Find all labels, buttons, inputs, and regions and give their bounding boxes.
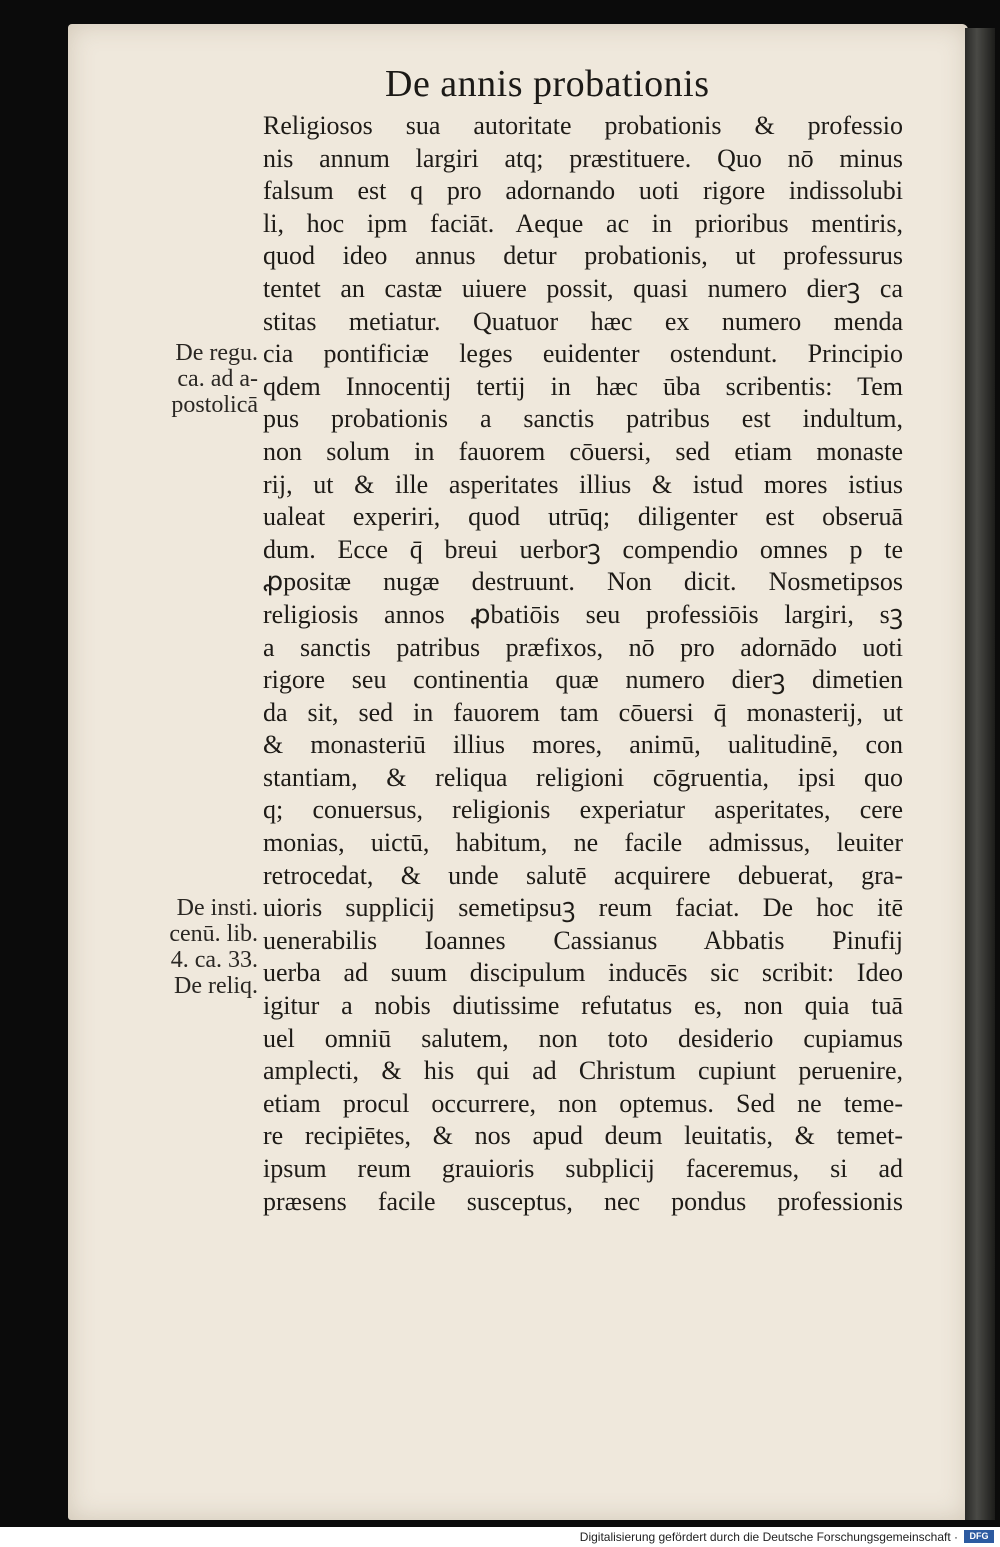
text-line: amplecti, & his qui ad Christum cupiunt peruenire, [263, 1056, 903, 1086]
text-line: tentet an castæ uiuere possit, quasi numero dierꝫ ca [263, 273, 903, 303]
margin-note-line: De reliq. [174, 973, 258, 999]
text-line: religiosis annos ꝓbatiōis seu professiōis largiri, sꝫ [263, 599, 903, 629]
text-line: qdem Innocentij tertij in hæc ūba scribentis: Tem [263, 371, 903, 401]
margin-note-line: cenū. lib. [169, 921, 258, 947]
margin-note-line: postolicā [171, 392, 258, 418]
margin-note-line: De regu. [175, 340, 258, 366]
footer-bar [0, 1527, 1000, 1547]
text-line: uel omniū salutem, non toto desiderio cupiamus [263, 1023, 903, 1053]
text-line: uioris supplicij semetipsuꝫ reum faciat. De hoc itē [263, 893, 903, 923]
margin-note-line: 4. ca. 33. [170, 947, 258, 973]
text-line: re recipiētes, & nos apud deum leuitatis, & temet- [263, 1121, 903, 1151]
text-line: Religiosos sua autoritate probationis & professio [263, 111, 903, 140]
dfg-logo: DFG [964, 1530, 994, 1543]
text-line: monias, uictū, habitum, ne facile admissus, leuiter [263, 828, 903, 858]
text-line: a sanctis patribus præfixos, nō pro adornādo uoti [263, 632, 903, 662]
text-line: etiam procul occurrere, non optemus. Sed ne teme- [263, 1088, 903, 1118]
text-line: ualeat experiri, quod utrūq; diligenter est obseruā [263, 502, 903, 532]
funding-credit: Digitalisierung gefördert durch die Deutsche Forschungsgemeinschaft · [579, 1530, 958, 1544]
text-line: falsum est q pro adornando uoti rigore indissolubi [263, 176, 903, 206]
text-line: & monasteriū illius mores, animū, ualitudinē, con [263, 730, 903, 760]
page-edge [965, 28, 995, 1520]
text-line: nis annum largiri atq; præstituere. Quo nō minus [263, 143, 903, 173]
margin-note-line: De insti. [176, 895, 258, 921]
body-text [263, 110, 903, 1218]
text-line: q; conuersus, religionis experiatur asperitates, cere [263, 795, 903, 825]
text-line: uenerabilis Ioannes Cassianus Abbatis Pinufij [263, 925, 903, 955]
text-line: dum. Ecce q̄ breui uerborꝫ compendio omnes p te [263, 534, 903, 564]
text-line: ꝓpositæ nugæ destruunt. Non dicit. Nosmetipsos [263, 567, 903, 597]
margin-note-1 [128, 340, 258, 418]
text-line: ipsum reum grauioris subplicij faceremus, si ad [263, 1154, 903, 1183]
text-line: rigore seu continentia quæ numero dierꝫ dimetien [263, 665, 903, 695]
text-line: pus probationis a sanctis patribus est indultum, [263, 404, 903, 434]
text-line: præsens facile susceptus, nec pondus professionis [263, 1186, 903, 1216]
text-line: cia pontificiæ leges euidenter ostendunt. Principio [263, 339, 903, 369]
margin-note-line: ca. ad a- [177, 366, 258, 392]
text-line: da sit, sed in fauorem tam cōuersi q̄ monasterij, ut [263, 697, 903, 727]
text-line: retrocedat, & unde salutē acquirere debuerat, gra- [263, 860, 903, 890]
margin-note-2 [128, 895, 258, 999]
text-line: rij, ut & ille asperitates illius & istud mores istius [263, 469, 903, 499]
text-line: quod ideo annus detur probationis, ut professurus [263, 241, 903, 271]
text-line: igitur a nobis diutissime refutatus es, non quia tuā [263, 991, 903, 1021]
text-line: uerba ad suum discipulum inducēs sic scribit: Ideo [263, 958, 903, 988]
text-line: stitas metiatur. Quatuor hæc ex numero menda [263, 306, 903, 336]
text-line: stantiam, & reliqua religioni cōgruentia, ipsi quo [263, 762, 903, 792]
text-line: li, hoc ipm faciāt. Aeque ac in prioribus mentiris, [263, 208, 903, 238]
running-header: De annis probationis [385, 63, 710, 105]
text-line: non solum in fauorem cōuersi, sed etiam monaste [263, 436, 903, 466]
